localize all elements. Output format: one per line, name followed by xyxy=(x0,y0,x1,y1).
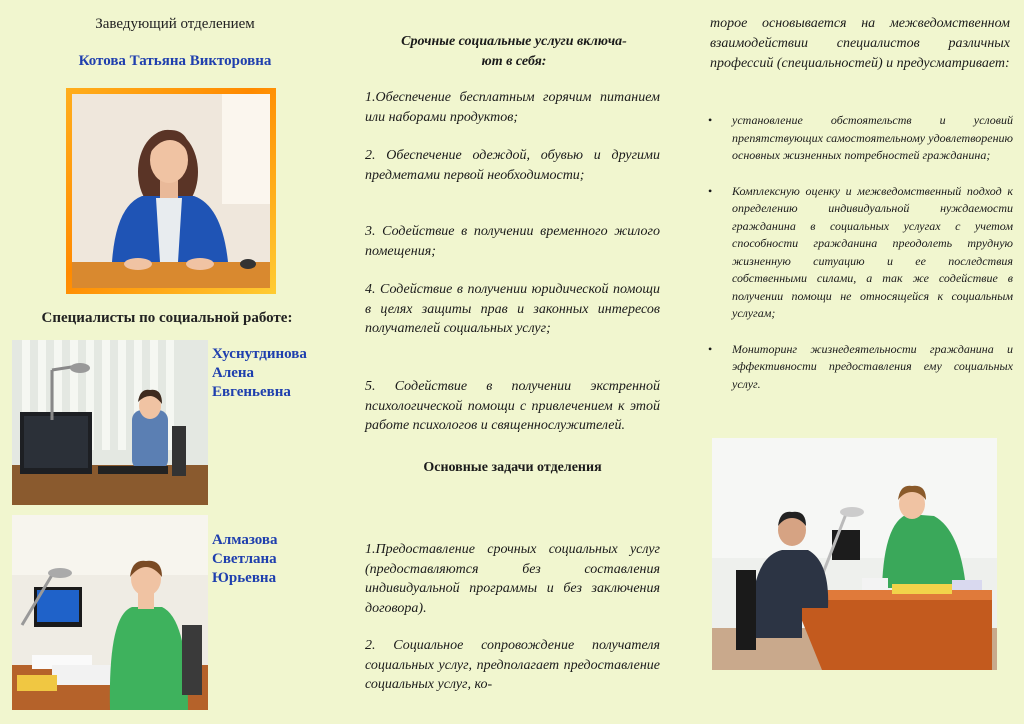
urgent-services-heading xyxy=(368,32,660,72)
urgent-services-heading-line1: Срочные социальные услуги включа- xyxy=(401,34,627,49)
support-item-text: установление обстоятельств и условий препятствующих самостоятельному удовлетворению основных жизненных потребностей гражданина; xyxy=(732,113,1013,162)
bullet-icon: • xyxy=(708,183,713,198)
urgent-service-item: 3. Содействие в получении временного жилого помещения; xyxy=(365,224,660,259)
office-photo xyxy=(712,438,997,670)
specialist-1-firstname: Алена xyxy=(212,365,255,381)
support-list-item xyxy=(708,183,1013,323)
specialist-2-firstname: Светлана xyxy=(212,551,277,567)
support-item-text: Комплексную оценку и межведомственный подход к определению индивидуальной нуждаемости гражданина в социальных услугах с учетом способности гражданина преодолеть трудную жизненную ситуацию и ее последствия собственными силами, а так же содействие в получении помощи не относящейся к социальным услугам; xyxy=(732,183,1013,320)
support-item-text: Мониторинг жизнедеятельности гражданина и эффективности предоставления ему социальных услуг. xyxy=(732,341,1013,391)
urgent-service-item: 5. Содействие в получении экстренной психологической помощи с привлечением к этой работе психологов и священнослужителей. xyxy=(365,379,660,433)
specialist-2-name xyxy=(212,531,332,588)
head-title: Заведующий отделением xyxy=(95,16,255,32)
urgent-services-heading-line2: ют в себя: xyxy=(481,54,547,69)
urgent-service-item: 4. Содействие в получении юридической помощи в целях защиты прав и законных интересов получателей социальных услуг; xyxy=(365,282,660,336)
specialist-1-patronymic: Евгеньевна xyxy=(212,384,291,400)
support-intro: торое основывается на межведомственном взаимодействии специалистов различных профессий (специальностей) и предусматривает: xyxy=(710,16,1010,71)
specialist-2-patronymic: Юрьевна xyxy=(212,570,277,586)
specialist-1-surname: Хуснутдинова xyxy=(212,346,307,362)
urgent-service-item: 2. Обеспечение одеждой, обувью и другими предметами первой необходимости; xyxy=(365,148,660,183)
specialist-1-photo xyxy=(12,340,208,505)
support-list-item xyxy=(708,341,1013,394)
specialists-heading: Специалисты по социальной работе: xyxy=(41,310,293,326)
support-list xyxy=(708,112,1013,411)
head-photo xyxy=(72,94,270,288)
urgent-service-item: 1.Обеспечение бесплатным горячим питанием или наборами продуктов; xyxy=(365,90,660,125)
bullet-icon: • xyxy=(708,341,713,356)
support-list-item xyxy=(708,112,1013,165)
specialist-2-photo xyxy=(12,515,208,710)
department-tasks-heading: Основные задачи отделения xyxy=(423,460,602,475)
department-task-item: 2. Социальное сопровождение получателя социальных услуг, предполагает предоставление социальных услуг, ко- xyxy=(365,638,660,692)
bullet-icon: • xyxy=(708,113,713,127)
specialist-2-surname: Алмазова xyxy=(212,532,278,548)
head-photo-frame xyxy=(66,88,276,294)
specialist-1-name xyxy=(212,345,332,402)
department-task-item: 1.Предоставление срочных социальных услуг (предоставляются без составления индивидуальной программы и без заключения договора). xyxy=(365,542,660,616)
head-name: Котова Татьяна Викторовна xyxy=(78,53,272,69)
